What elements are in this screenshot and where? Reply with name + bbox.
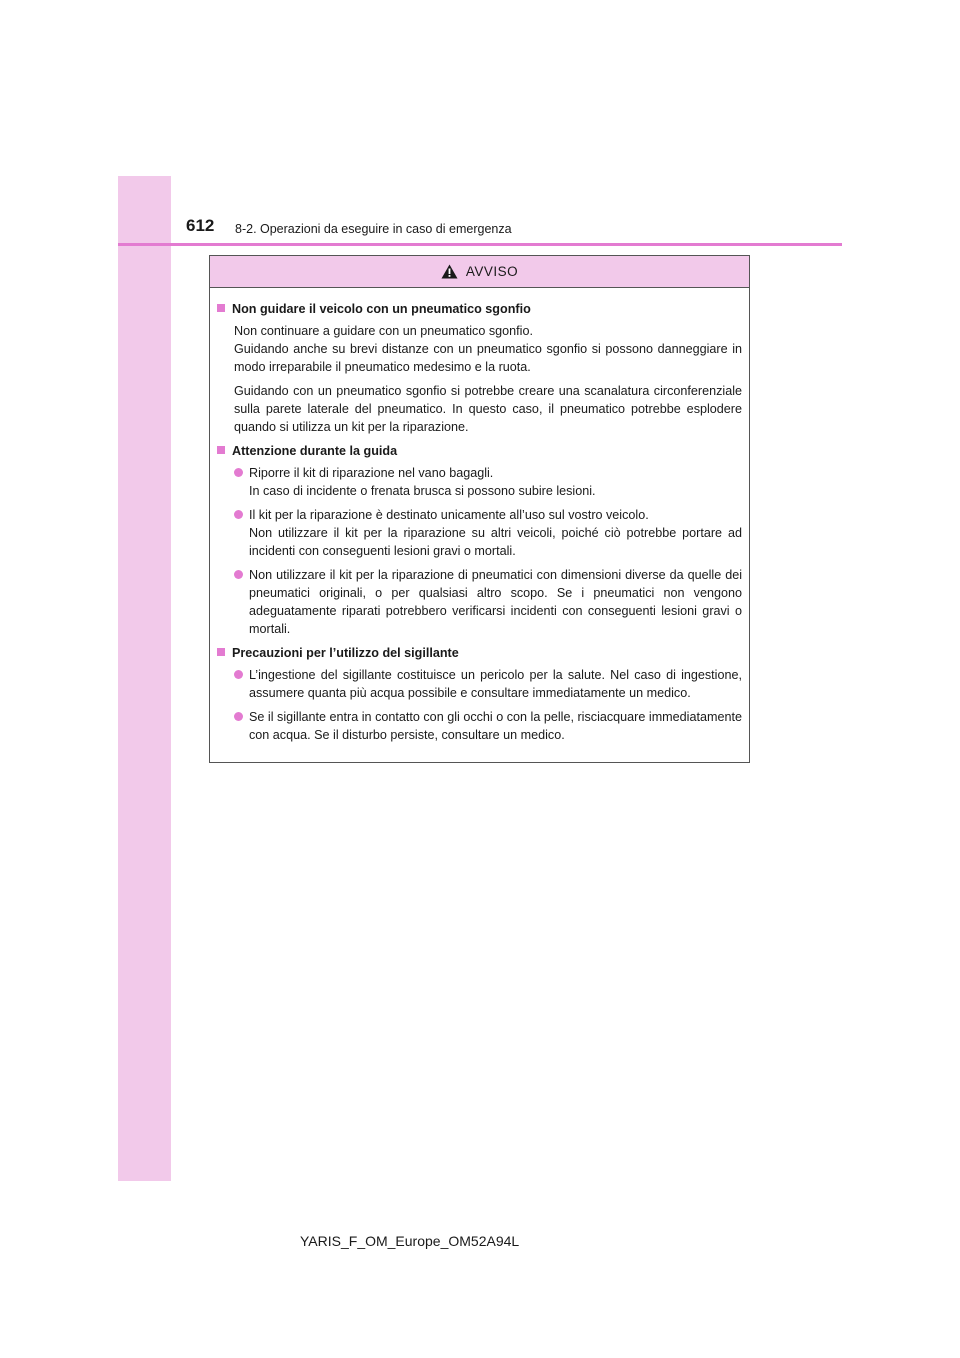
list-item — [234, 566, 742, 638]
square-bullet-icon — [217, 304, 225, 312]
section-heading — [217, 644, 742, 662]
list-item-text: L’ingestione del sigillante costituisce un pericolo per la salute. Nel caso di ingestione, assumere quanta più acqua possibile e consultare immediatamente un medico. — [249, 668, 742, 700]
section-heading — [217, 442, 742, 460]
warning-header — [210, 256, 749, 288]
list-item — [234, 708, 742, 744]
list-item — [234, 506, 742, 560]
circle-bullet-icon — [234, 510, 243, 519]
section-heading — [217, 300, 742, 318]
section-title: 8-2. Operazioni da eseguire in caso di emergenza — [235, 222, 512, 236]
square-bullet-icon — [217, 648, 225, 656]
list-item-text: Se il sigillante entra in contatto con gli occhi o con la pelle, risciacquare immediatamente con acqua. Se il disturbo persiste, consultare un medico. — [249, 710, 742, 742]
section-heading-text: Precauzioni per l’utilizzo del sigillante — [232, 646, 459, 660]
warning-body — [210, 288, 749, 744]
list-item — [234, 464, 742, 500]
list-item-text: Non utilizzare il kit per la riparazione di pneumatici con dimensioni diverse da quelle dei pneumatici originali, o per qualsiasi altro scopo. Se i pneumatici non vengono adeguatamente riparati potrebbero verificarsi incidenti con conseguenti lesioni gravi o mortali. — [249, 568, 742, 636]
side-color-bar — [118, 176, 171, 1181]
circle-bullet-icon — [234, 468, 243, 477]
section-heading-text: Non guidare il veicolo con un pneumatico sgonfio — [232, 302, 531, 316]
warning-title: AVVISO — [465, 264, 519, 279]
list-item-text: Il kit per la riparazione è destinato unicamente all’uso sul vostro veicolo. Non utilizzare il kit per la riparazione su altri veicoli, poiché ciò potrebbe portare ad incidenti con conseguenti lesioni gravi o mortali. — [249, 508, 742, 558]
warning-box — [209, 255, 750, 763]
header-divider — [118, 243, 842, 246]
list-item — [234, 666, 742, 702]
section-heading-text: Attenzione durante la guida — [232, 444, 398, 458]
circle-bullet-icon — [234, 570, 243, 579]
paragraph: Non continuare a guidare con un pneumatico sgonfio. Guidando anche su brevi distanze con un pneumatico sgonfio si possono danneggiare in modo irreparabile il pneumatico medesimo e la ruota. — [234, 324, 742, 374]
warning-triangle-icon — [441, 264, 458, 279]
circle-bullet-icon — [234, 712, 243, 721]
page-number: 612 — [186, 216, 215, 235]
list-item-text: Riporre il kit di riparazione nel vano bagagli. In caso di incidente o frenata brusca si possono subire lesioni. — [249, 466, 596, 498]
paragraph: Guidando con un pneumatico sgonfio si potrebbe creare una scanalatura circonferenziale sulla parete laterale del pneumatico. In questo caso, il pneumatico potrebbe esplodere quando si utilizza un kit per la riparazione. — [234, 384, 742, 434]
document-id: YARIS_F_OM_Europe_OM52A94L — [300, 1233, 520, 1249]
square-bullet-icon — [217, 446, 225, 454]
circle-bullet-icon — [234, 670, 243, 679]
